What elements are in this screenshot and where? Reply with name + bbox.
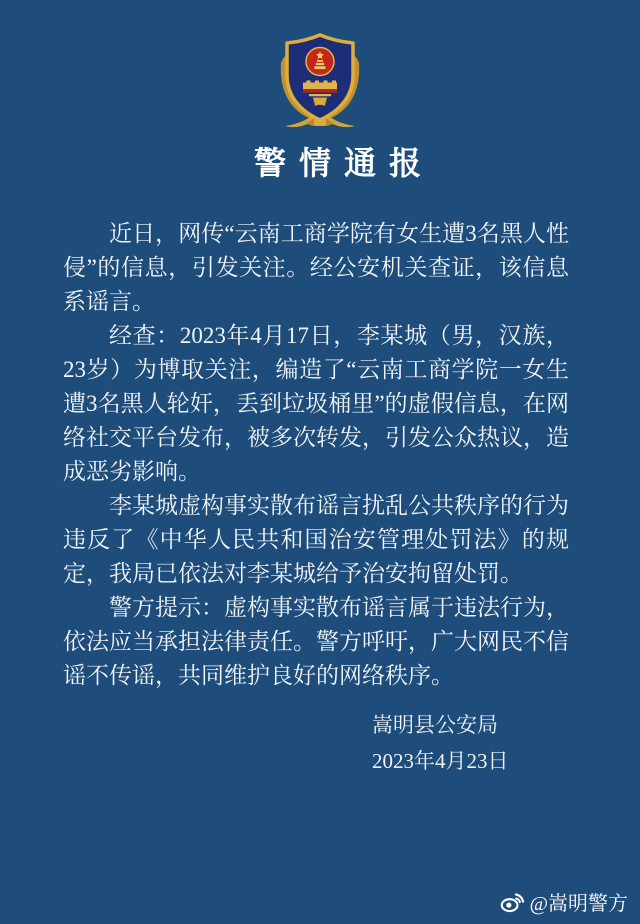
notice-paragraph-1: 近日，网传“云南工商学院有女生遭3名黑人性侵”的信息，引发关注。经公安机关查证，该信息系谣言。 bbox=[63, 221, 569, 314]
notice-paragraph-4: 警方提示：虚构事实散布谣言属于违法行为，依法应当承担法律责任。警方呼吁，广大网民不信谣不传谣，共同维护良好的网络秩序。 bbox=[63, 595, 569, 688]
police-badge-icon bbox=[270, 30, 370, 128]
notice-date: 2023年4月23日 bbox=[372, 749, 509, 773]
notice-body bbox=[63, 217, 569, 693]
weibo-watermark bbox=[500, 887, 628, 916]
notice-paragraph-3: 李某城虚构事实散布谣言扰乱公共秩序的行为违反了《中华人民共和国治安管理处罚法》的规定，我局已依法对李某城给予治安拘留处罚。 bbox=[63, 493, 569, 586]
notice-title: 警情通报 bbox=[254, 145, 435, 181]
police-badge-emblem bbox=[270, 30, 370, 128]
agency-name: 嵩明县公安局 bbox=[372, 713, 498, 737]
weibo-icon bbox=[500, 890, 525, 913]
notice-paragraph-2: 经查：2023年4月17日，李某城（男，汉族，23岁）为博取关注，编造了“云南工商学院一女生遭3名黑人轮奸，丢到垃圾桶里”的虚假信息，在网络社交平台发布，被多次转发，引发公众热议，造成恶劣影响。 bbox=[63, 323, 569, 484]
weibo-handle: @嵩明警方 bbox=[529, 893, 628, 915]
signature-block bbox=[372, 707, 509, 779]
